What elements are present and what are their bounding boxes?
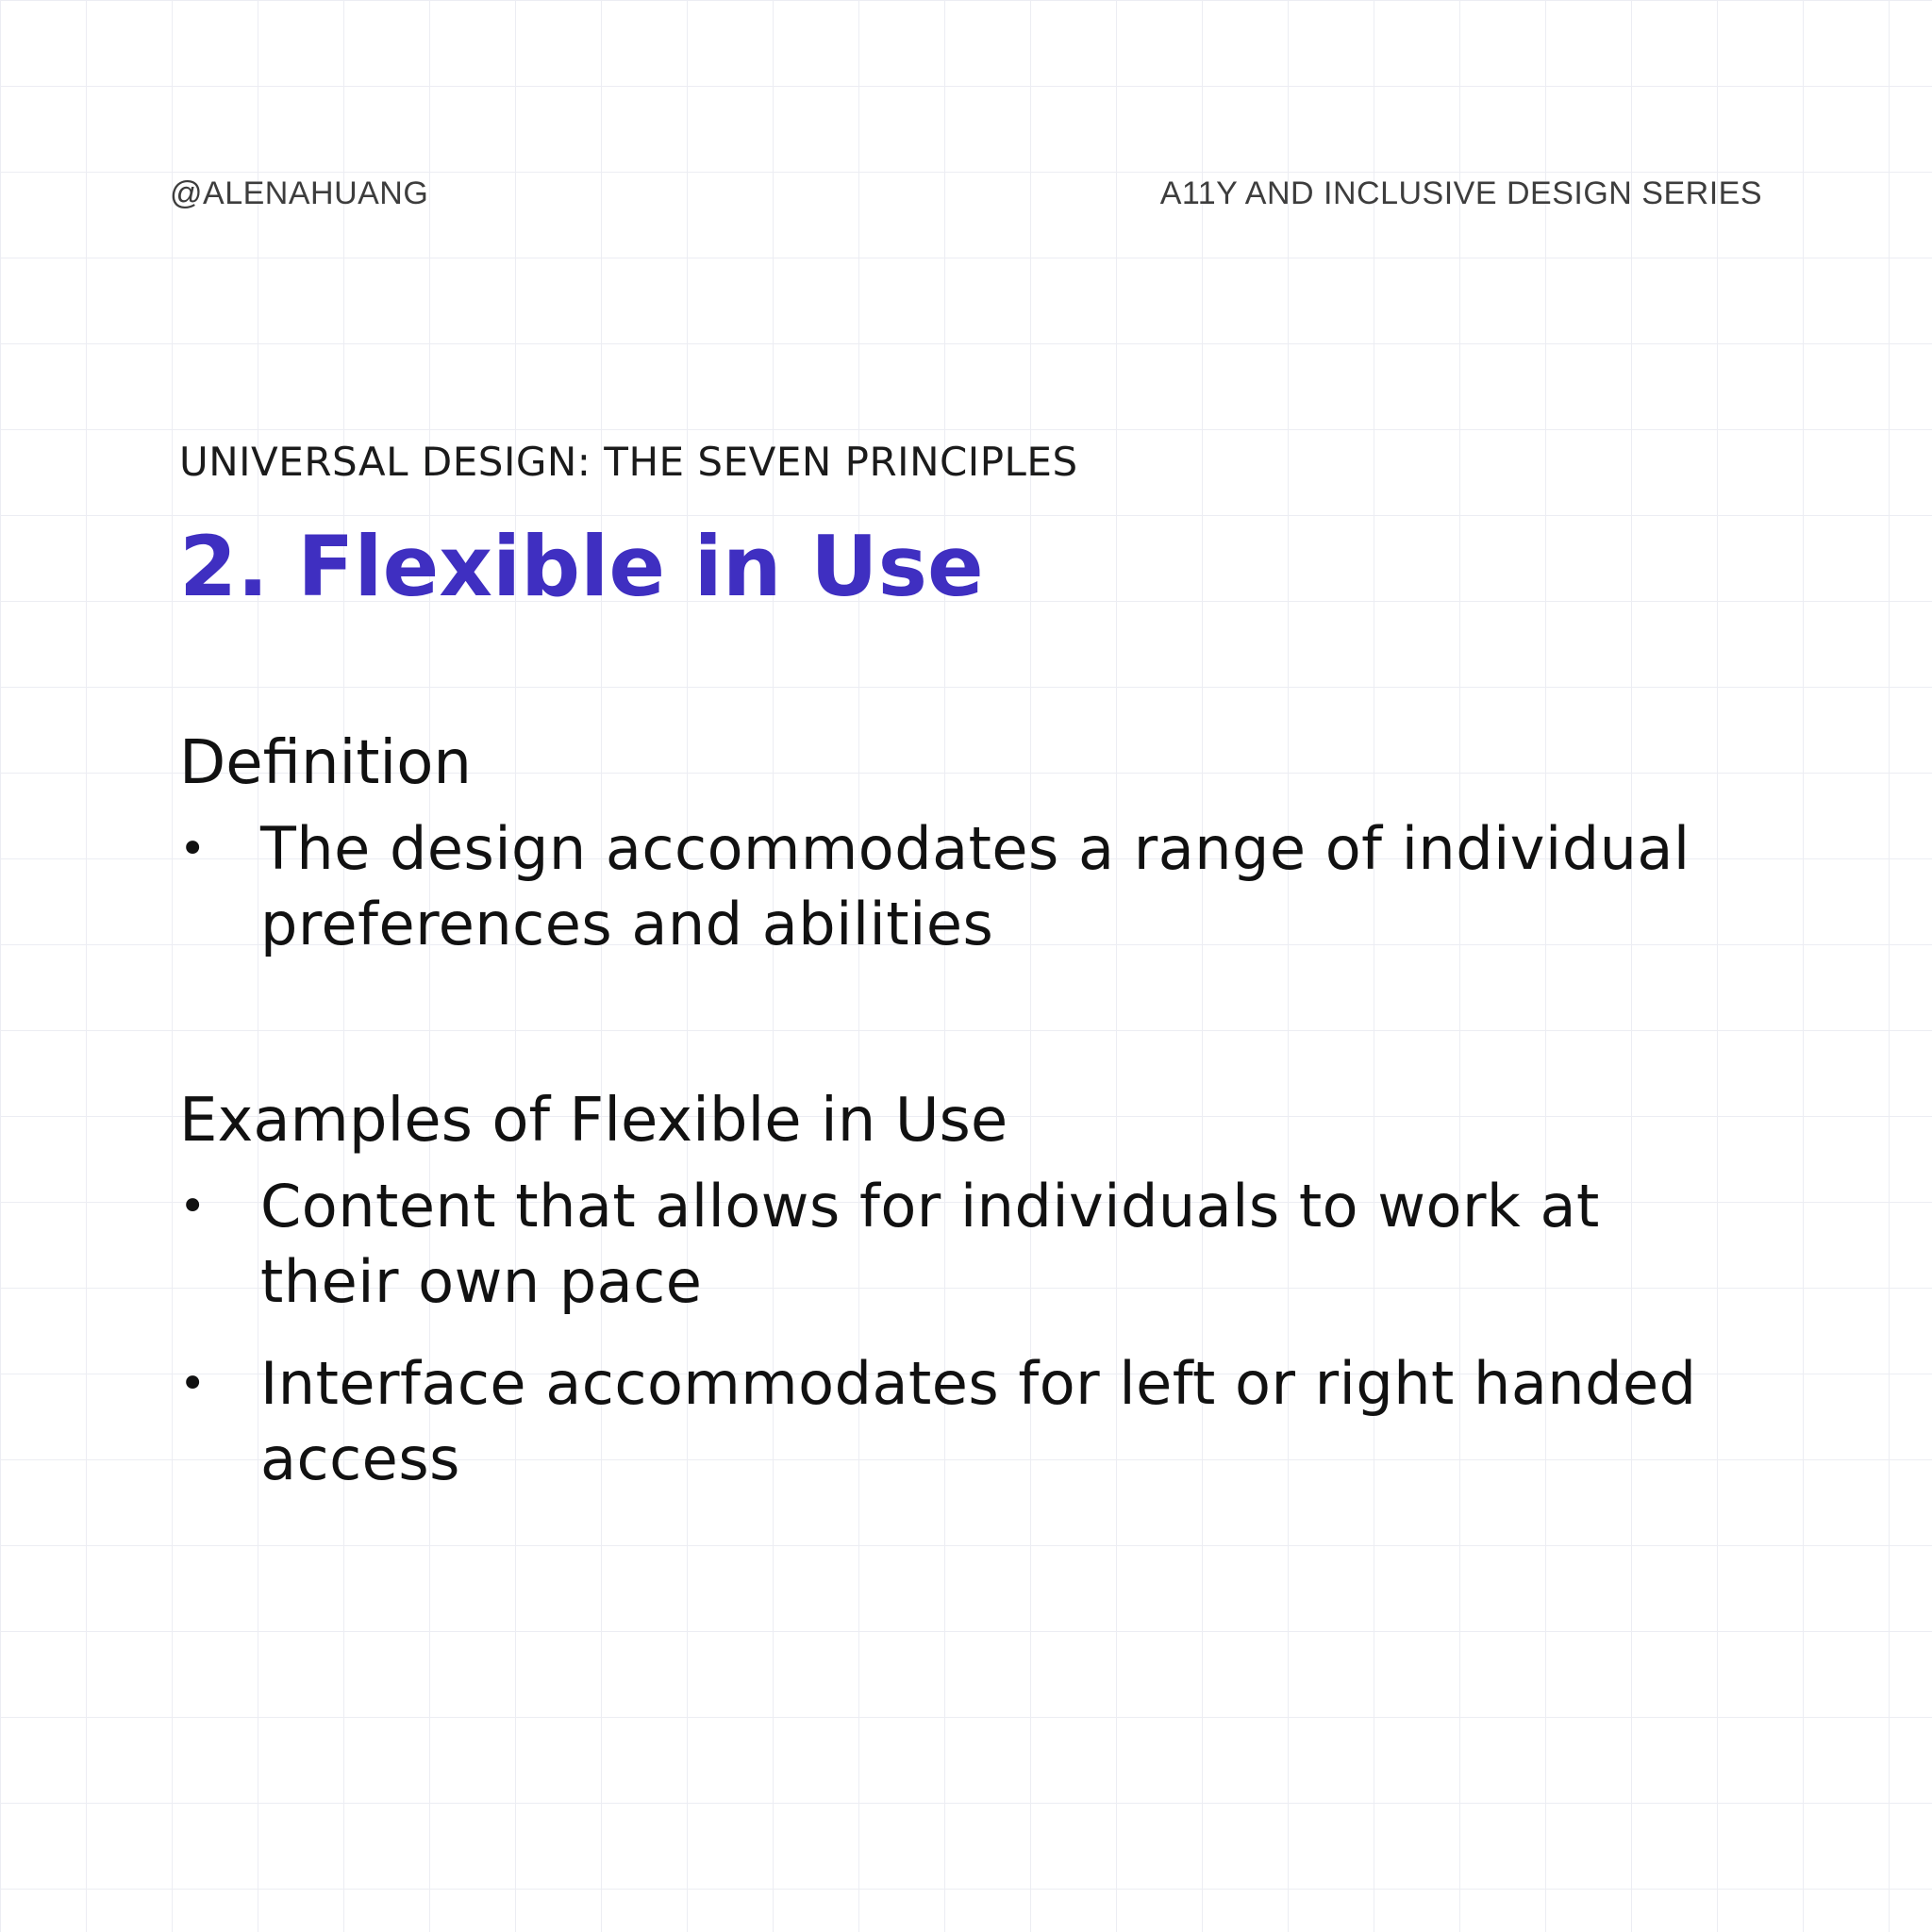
list-item-text: Interface accommodates for left or right handed access — [260, 1349, 1697, 1493]
bullet-icon: • — [179, 1180, 207, 1233]
eyebrow-label: UNIVERSAL DESIGN: THE SEVEN PRINCIPLES — [179, 439, 1078, 485]
definition-heading: Definition — [179, 728, 472, 798]
examples-heading: Examples of Flexible in Use — [179, 1086, 1008, 1156]
header — [170, 175, 1762, 212]
definition-section — [179, 723, 1762, 962]
list-item — [179, 1346, 1762, 1497]
author-handle: @ALENAHUANG — [170, 175, 429, 211]
list-item-text: Content that allows for individuals to work at their own pace — [260, 1172, 1600, 1316]
examples-section — [179, 1080, 1762, 1497]
list-item-text: The design accommodates a range of individual preferences and abilities — [260, 814, 1690, 958]
slide-content — [179, 434, 1762, 1524]
bullet-icon: • — [179, 1357, 207, 1410]
series-title: A11Y AND INCLUSIVE DESIGN SERIES — [1159, 175, 1762, 211]
page-title: 2. Flexible in Use — [179, 518, 984, 615]
list-item — [179, 1169, 1762, 1320]
examples-list — [179, 1169, 1762, 1497]
bullet-icon: • — [179, 823, 207, 875]
definition-list — [179, 811, 1762, 962]
list-item — [179, 811, 1762, 962]
